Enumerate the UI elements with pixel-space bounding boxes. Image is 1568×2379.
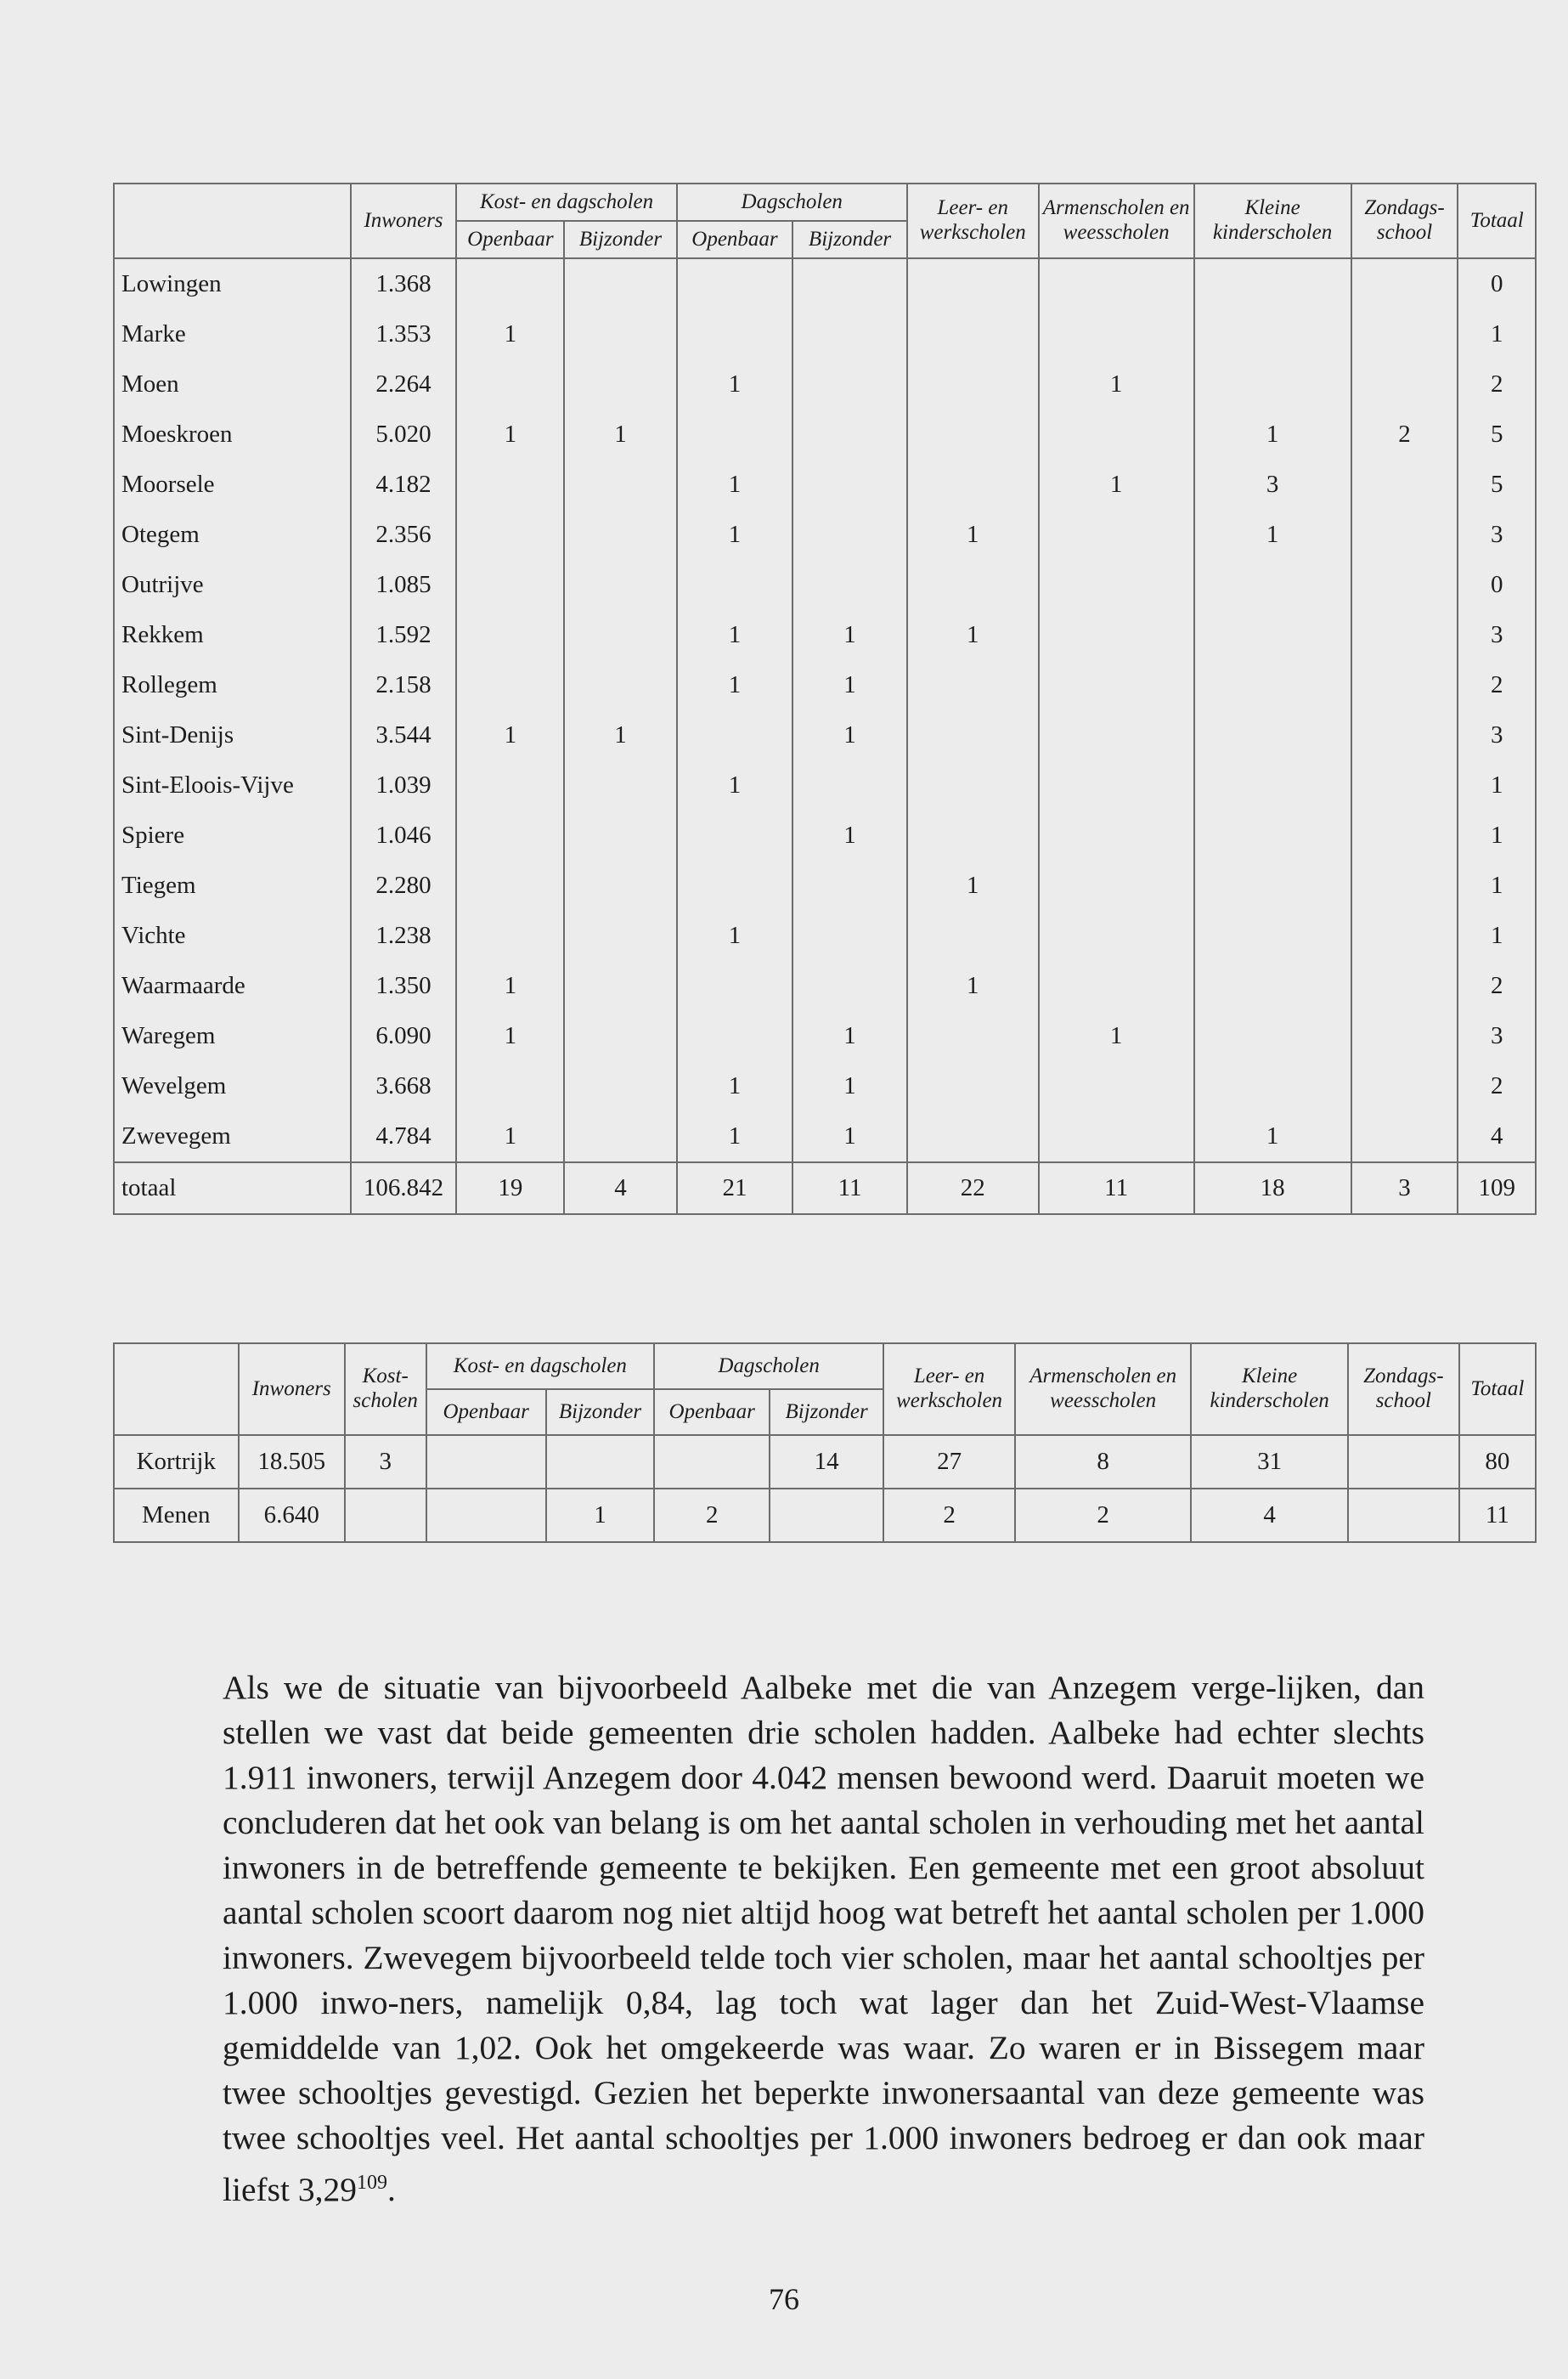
- table-cell: 27: [883, 1435, 1015, 1489]
- table-cell: 1: [1194, 510, 1351, 560]
- table-row: [114, 660, 1536, 710]
- table-row: [114, 760, 1536, 811]
- row-label-cell: Zwevegem: [114, 1111, 351, 1162]
- table-cell: [677, 258, 793, 309]
- table-cell: 5: [1458, 460, 1536, 510]
- table-cell: [456, 911, 564, 961]
- table-cell: [564, 460, 676, 510]
- header-leer-werkscholen: Leer- en werkscholen: [907, 184, 1039, 258]
- table-cell: 1: [1039, 460, 1194, 510]
- table-cell: [564, 560, 676, 610]
- table-cell: 4.182: [351, 460, 457, 510]
- table-cell: 1: [456, 710, 564, 760]
- table-cell: [907, 359, 1039, 410]
- table-cell: 3: [1458, 710, 1536, 760]
- table-cell: [1039, 710, 1194, 760]
- table-cell: [907, 560, 1039, 610]
- header-kleine-kinderscholen: Kleine kinderscholen: [1194, 184, 1351, 258]
- table-cell: 18: [1194, 1162, 1351, 1214]
- table-cell: 1: [792, 610, 906, 660]
- row-label-cell: Kortrijk: [114, 1435, 239, 1489]
- table-cell: [1351, 710, 1458, 760]
- table-row: [114, 258, 1536, 309]
- table-cell: 1: [456, 309, 564, 359]
- table-cell: [564, 1061, 676, 1111]
- table-row: [114, 961, 1536, 1011]
- header-zondagsschool: Zondags- school: [1351, 184, 1458, 258]
- table-cell: [677, 1011, 793, 1061]
- table-cell: [426, 1435, 546, 1489]
- table-cell: [792, 760, 906, 811]
- table-cell: [792, 258, 906, 309]
- table-cell: [1351, 961, 1458, 1011]
- table-cell: 1: [792, 1061, 906, 1111]
- header-openbaar: Openbaar: [456, 221, 564, 258]
- table-cell: 1: [1458, 811, 1536, 861]
- header-kost-dagscholen: Kost- en dagscholen: [456, 184, 676, 221]
- body-paragraph: [223, 1665, 1424, 2212]
- table-cell: 1: [456, 1111, 564, 1162]
- table-cell: 1: [907, 610, 1039, 660]
- header-kostscholen: Kost- scholen: [345, 1343, 426, 1435]
- table-cell: [1039, 1111, 1194, 1162]
- table-cell: [1194, 560, 1351, 610]
- table-cell: [456, 560, 564, 610]
- table-cell: 1.353: [351, 309, 457, 359]
- table-cell: [1194, 660, 1351, 710]
- header-totaal: Totaal: [1459, 1343, 1536, 1435]
- table-cell: 4: [1191, 1489, 1348, 1542]
- table-cell: [564, 1011, 676, 1061]
- table-cell: [907, 811, 1039, 861]
- table-cell: [1039, 811, 1194, 861]
- table-cell: [1351, 911, 1458, 961]
- table-cell: [792, 560, 906, 610]
- table-cell: [1194, 258, 1351, 309]
- table-cell: [1039, 861, 1194, 911]
- row-label-cell: Otegem: [114, 510, 351, 560]
- table-cell: 11: [1459, 1489, 1536, 1542]
- table-cell: 5: [1458, 410, 1536, 460]
- table-cell: [1351, 359, 1458, 410]
- table-cell: [677, 710, 793, 760]
- table-cell: [792, 359, 906, 410]
- table-cell: [456, 811, 564, 861]
- header-inwoners: Inwoners: [351, 184, 457, 258]
- table-cell: [345, 1489, 426, 1542]
- header-bijzonder: Bijzonder: [792, 221, 906, 258]
- table-cell: [677, 560, 793, 610]
- table-row: [114, 1162, 1536, 1214]
- row-label-cell: Rekkem: [114, 610, 351, 660]
- table-cell: [907, 258, 1039, 309]
- table-cell: [1351, 610, 1458, 660]
- table-cell: [1194, 861, 1351, 911]
- table-cell: [907, 309, 1039, 359]
- table-cell: 1: [677, 510, 793, 560]
- table-cell: [1039, 410, 1194, 460]
- table-cell: 4.784: [351, 1111, 457, 1162]
- header-kleine-kinderscholen: Kleine kinderscholen: [1191, 1343, 1348, 1435]
- row-label-cell: Moeskroen: [114, 410, 351, 460]
- table-cell: 1.085: [351, 560, 457, 610]
- table-cell: [907, 660, 1039, 710]
- table-cell: 2: [1458, 359, 1536, 410]
- table-cell: 18.505: [239, 1435, 345, 1489]
- table-cell: [1194, 1011, 1351, 1061]
- table-cell: 1: [907, 510, 1039, 560]
- table-cell: [677, 309, 793, 359]
- header-inwoners: Inwoners: [239, 1343, 345, 1435]
- table-cell: 1: [677, 460, 793, 510]
- table-cell: 0: [1458, 258, 1536, 309]
- table-cell: 1: [907, 861, 1039, 911]
- table-cell: [1351, 460, 1458, 510]
- table-cell: [1194, 309, 1351, 359]
- table-cell: [907, 1011, 1039, 1061]
- table-cell: [1194, 610, 1351, 660]
- table-row: [114, 309, 1536, 359]
- table-cell: [1039, 309, 1194, 359]
- table-row: [114, 710, 1536, 760]
- table-row: [114, 1435, 1536, 1489]
- table-cell: 1: [907, 961, 1039, 1011]
- table-cell: [1039, 660, 1194, 710]
- table-row: [114, 861, 1536, 911]
- table-cell: 2: [883, 1489, 1015, 1542]
- row-label-cell: Sint-Denijs: [114, 710, 351, 760]
- table-cell: [1194, 359, 1351, 410]
- row-label-cell: Marke: [114, 309, 351, 359]
- table-cell: 3.668: [351, 1061, 457, 1111]
- table-cell: 14: [770, 1435, 883, 1489]
- table-cell: 1: [456, 961, 564, 1011]
- row-label-cell: totaal: [114, 1162, 351, 1214]
- table-cell: 2: [1458, 660, 1536, 710]
- table-cell: [564, 861, 676, 911]
- table-cell: 1: [1194, 410, 1351, 460]
- table-cell: [1194, 911, 1351, 961]
- table-row: [114, 1011, 1536, 1061]
- table-cell: 1: [792, 660, 906, 710]
- table-cell: 5.020: [351, 410, 457, 460]
- table-cell: [1351, 1011, 1458, 1061]
- table-cell: [677, 861, 793, 911]
- table-cell: 2: [654, 1489, 770, 1542]
- table-cell: 3.544: [351, 710, 457, 760]
- table-cell: [456, 258, 564, 309]
- table-cell: [907, 911, 1039, 961]
- table-cell: [456, 359, 564, 410]
- table-cell: [564, 510, 676, 560]
- table-row: [114, 510, 1536, 560]
- table-cell: 19: [456, 1162, 564, 1214]
- table-cell: 1.238: [351, 911, 457, 961]
- table-row: [114, 1111, 1536, 1162]
- schools-table-cities: [113, 1342, 1537, 1543]
- table-cell: [1194, 710, 1351, 760]
- table-cell: 11: [1039, 1162, 1194, 1214]
- table-cell: [907, 460, 1039, 510]
- table-cell: 2.158: [351, 660, 457, 710]
- table-cell: 1.046: [351, 811, 457, 861]
- table-row: [114, 1489, 1536, 1542]
- table-cell: [1039, 911, 1194, 961]
- header-armenscholen: Armenscholen en weesscholen: [1039, 184, 1194, 258]
- table-row: [114, 610, 1536, 660]
- table-cell: [677, 961, 793, 1011]
- table-cell: [677, 811, 793, 861]
- table-cell: [792, 510, 906, 560]
- table-cell: [1351, 560, 1458, 610]
- table-row: [114, 811, 1536, 861]
- table-cell: [564, 1111, 676, 1162]
- table-row: [114, 1061, 1536, 1111]
- table-cell: [1351, 258, 1458, 309]
- table-cell: [564, 359, 676, 410]
- table-cell: 2: [1458, 961, 1536, 1011]
- table-row: [114, 410, 1536, 460]
- table-cell: [1194, 961, 1351, 1011]
- header-armenscholen: Armenscholen en weesscholen: [1015, 1343, 1191, 1435]
- row-label-cell: Spiere: [114, 811, 351, 861]
- table-cell: 1.368: [351, 258, 457, 309]
- table-cell: 1: [546, 1489, 654, 1542]
- table-cell: [546, 1435, 654, 1489]
- table-cell: 22: [907, 1162, 1039, 1214]
- header-openbaar: Openbaar: [426, 1389, 546, 1435]
- table-row: [114, 911, 1536, 961]
- table-cell: [456, 610, 564, 660]
- table-cell: [792, 911, 906, 961]
- table-cell: [564, 811, 676, 861]
- header-zondagsschool: Zondags- school: [1348, 1343, 1459, 1435]
- table-cell: 11: [792, 1162, 906, 1214]
- table-cell: [1351, 811, 1458, 861]
- row-label-cell: Sint-Eloois-Vijve: [114, 760, 351, 811]
- table-cell: [792, 861, 906, 911]
- table-cell: 1: [1458, 760, 1536, 811]
- table-cell: 1: [1458, 309, 1536, 359]
- table-cell: 3: [1458, 610, 1536, 660]
- table-cell: [1194, 1061, 1351, 1111]
- table-cell: 80: [1459, 1435, 1536, 1489]
- row-label-cell: Waarmaarde: [114, 961, 351, 1011]
- header-dagscholen: Dagscholen: [654, 1343, 883, 1389]
- table-cell: 1: [564, 710, 676, 760]
- page-number: 76: [769, 2282, 799, 2316]
- table-cell: [907, 1061, 1039, 1111]
- header-totaal: Totaal: [1458, 184, 1536, 258]
- table-cell: 4: [1458, 1111, 1536, 1162]
- table-cell: 1: [677, 760, 793, 811]
- table-row: [114, 359, 1536, 410]
- table-cell: [1039, 961, 1194, 1011]
- footnote-ref[interactable]: 109: [356, 2172, 387, 2194]
- table-cell: 3: [1458, 510, 1536, 560]
- table-cell: [456, 510, 564, 560]
- header-bijzonder: Bijzonder: [546, 1389, 654, 1435]
- table-cell: [564, 961, 676, 1011]
- table-cell: [1039, 560, 1194, 610]
- table-cell: [564, 610, 676, 660]
- table-cell: [907, 410, 1039, 460]
- table-cell: 1.039: [351, 760, 457, 811]
- table-cell: [1039, 1061, 1194, 1111]
- table-cell: 1: [792, 710, 906, 760]
- table-cell: 0: [1458, 560, 1536, 610]
- table-cell: 4: [564, 1162, 676, 1214]
- schools-table-municipalities: [113, 183, 1537, 1215]
- table-cell: [1039, 258, 1194, 309]
- row-label-cell: Outrijve: [114, 560, 351, 610]
- table-cell: 2.356: [351, 510, 457, 560]
- row-label-cell: Lowingen: [114, 258, 351, 309]
- table-cell: [1348, 1435, 1459, 1489]
- table-cell: 1: [456, 1011, 564, 1061]
- table-cell: 1.592: [351, 610, 457, 660]
- table-cell: [1348, 1489, 1459, 1542]
- table-cell: [456, 760, 564, 811]
- table-cell: [456, 660, 564, 710]
- row-label-cell: Moorsele: [114, 460, 351, 510]
- table-cell: 1: [677, 610, 793, 660]
- table-cell: 6.640: [239, 1489, 345, 1542]
- table-cell: [907, 760, 1039, 811]
- row-label-cell: Waregem: [114, 1011, 351, 1061]
- table-cell: [564, 660, 676, 710]
- table-cell: 2: [1458, 1061, 1536, 1111]
- table-cell: [564, 760, 676, 811]
- table-cell: 3: [1458, 1011, 1536, 1061]
- table-cell: [564, 258, 676, 309]
- table-cell: 1: [677, 660, 793, 710]
- header-leer-werkscholen: Leer- en werkscholen: [883, 1343, 1015, 1435]
- table-cell: 1: [564, 410, 676, 460]
- corner-cell: [114, 1343, 239, 1435]
- corner-cell: [114, 184, 351, 258]
- table-row: [114, 560, 1536, 610]
- table-cell: 1: [1458, 911, 1536, 961]
- row-label-cell: Rollegem: [114, 660, 351, 710]
- header-bijzonder: Bijzonder: [564, 221, 676, 258]
- row-label-cell: Menen: [114, 1489, 239, 1542]
- table-cell: [907, 1111, 1039, 1162]
- table-cell: 6.090: [351, 1011, 457, 1061]
- header-kost-dagscholen: Kost- en dagscholen: [426, 1343, 655, 1389]
- paragraph-end: .: [386, 2171, 396, 2209]
- table-cell: 1: [1458, 861, 1536, 911]
- table-cell: 1: [1039, 359, 1194, 410]
- paragraph-text: Als we de situatie van bijvoorbeeld Aalbeke met die van Anzegem verge-lijken, dan stellen we vast dat beide gemeenten drie scholen hadden. Aalbeke had echter slechts 1.911 inwoners, terwijl Anzegem door 4.042 mensen bewoond werd. Daaruit moeten we concluderen dat het ook van belang is om het aantal scholen in verhouding met het aantal inwoners in de betreffende gemeente te bekijken. Een gemeente met een groot absoluut aantal scholen scoort daarom nog niet altijd hoog wat betreft het aantal scholen per 1.000 inwoners. Zwevegem bijvoorbeeld telde toch vier scholen, maar het aantal schooltjes per 1.000 inwo-ners, namelijk 0,84, lag toch wat lager dan het Zuid-West-Vlaamse gemiddelde van 1,02. Ook het omgekeerde was waar. Zo waren er in Bissegem maar twee schooltjes gevestigd. Gezien het beperkte inwonersaantal van deze gemeente was twee schooltjes veel. Het aantal schooltjes per 1.000 inwoners bedroeg er dan ook maar liefst 3,29: [223, 1669, 1424, 2209]
- table-cell: 1: [677, 1061, 793, 1111]
- table-cell: [1351, 510, 1458, 560]
- table-cell: [1351, 660, 1458, 710]
- table-cell: [1351, 1111, 1458, 1162]
- table-cell: 1: [792, 1111, 906, 1162]
- table-cell: [456, 460, 564, 510]
- table-cell: 8: [1015, 1435, 1191, 1489]
- table-cell: 1: [1194, 1111, 1351, 1162]
- row-label-cell: Wevelgem: [114, 1061, 351, 1111]
- table-cell: 109: [1458, 1162, 1536, 1214]
- table-cell: 2.280: [351, 861, 457, 911]
- table-cell: [792, 961, 906, 1011]
- table-cell: 2: [1015, 1489, 1191, 1542]
- table-row: [114, 460, 1536, 510]
- table-cell: [456, 1061, 564, 1111]
- table-cell: [654, 1435, 770, 1489]
- table-cell: 31: [1191, 1435, 1348, 1489]
- header-openbaar: Openbaar: [654, 1389, 770, 1435]
- table-cell: [1351, 861, 1458, 911]
- header-dagscholen: Dagscholen: [677, 184, 907, 221]
- table-cell: [677, 410, 793, 460]
- table-cell: 1: [677, 1111, 793, 1162]
- table-cell: [564, 309, 676, 359]
- row-label-cell: Moen: [114, 359, 351, 410]
- table-cell: 1.350: [351, 961, 457, 1011]
- table-cell: [1351, 1061, 1458, 1111]
- table-cell: [1194, 760, 1351, 811]
- table-cell: [770, 1489, 883, 1542]
- table-cell: [907, 710, 1039, 760]
- table-cell: [792, 309, 906, 359]
- table-cell: 3: [1351, 1162, 1458, 1214]
- table-cell: 1: [792, 1011, 906, 1061]
- table-cell: 106.842: [351, 1162, 457, 1214]
- table-cell: [1194, 811, 1351, 861]
- table-cell: 1: [1039, 1011, 1194, 1061]
- table-cell: [1039, 510, 1194, 560]
- table-cell: 2.264: [351, 359, 457, 410]
- table-cell: [1039, 760, 1194, 811]
- header-bijzonder: Bijzonder: [770, 1389, 883, 1435]
- table-cell: 1: [677, 359, 793, 410]
- table-cell: 1: [677, 911, 793, 961]
- table-cell: [1039, 610, 1194, 660]
- table-cell: 3: [345, 1435, 426, 1489]
- table-cell: [1351, 760, 1458, 811]
- table-cell: 3: [1194, 460, 1351, 510]
- row-label-cell: Vichte: [114, 911, 351, 961]
- table-cell: 1: [456, 410, 564, 460]
- table-cell: [426, 1489, 546, 1542]
- table-cell: [1351, 309, 1458, 359]
- table-cell: 2: [1351, 410, 1458, 460]
- table-cell: [564, 911, 676, 961]
- table-cell: [792, 460, 906, 510]
- table-cell: 1: [792, 811, 906, 861]
- table-cell: [456, 861, 564, 911]
- table-cell: [792, 410, 906, 460]
- table-cell: 21: [677, 1162, 793, 1214]
- header-openbaar: Openbaar: [677, 221, 793, 258]
- row-label-cell: Tiegem: [114, 861, 351, 911]
